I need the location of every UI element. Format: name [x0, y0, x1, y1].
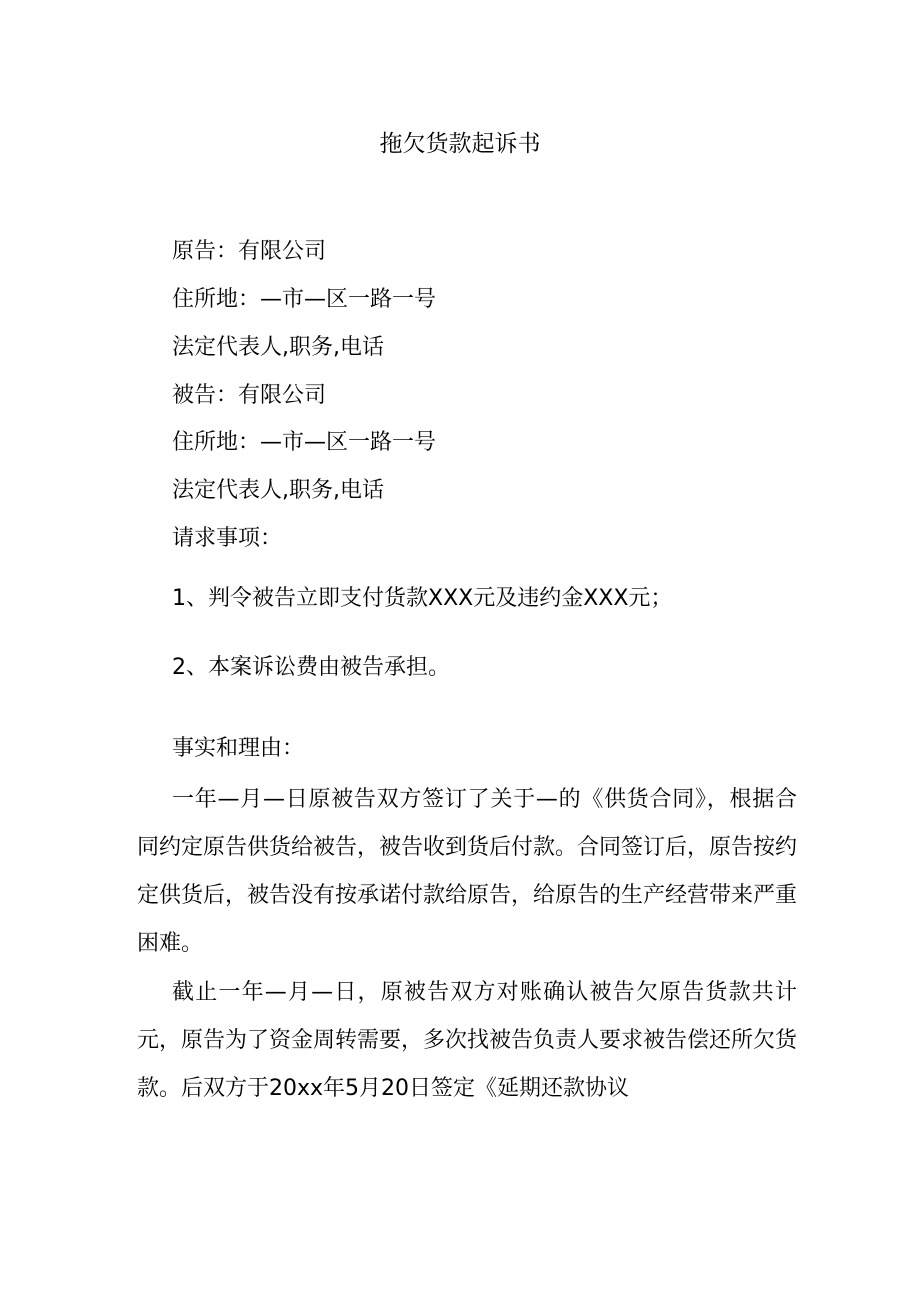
- claim-item-2: 2、本案诉讼费由被告承担。: [172, 655, 450, 680]
- claim-item-1: 1、判令被告立即支付货款XXX元及违约金XXX元；: [172, 586, 673, 611]
- defendant-address-line: 住所地：—市—区一路一号: [172, 430, 437, 455]
- defendant-representative-line: 法定代表人,职务,电话: [172, 478, 384, 503]
- plaintiff-address-line: 住所地：—市—区一路一号: [172, 287, 437, 312]
- document-title: 拖欠货款起诉书: [379, 131, 541, 157]
- plaintiff-line: 原告：有限公司: [172, 239, 327, 264]
- facts-paragraph-1: 一年—月—日原被告双方签订了关于—的《供货合同》，根据合同约定原告供货给被告，被告收到货后付款。合同签订后，原告按约定供货后，被告没有按承诺付款给原告，给原告的生产经营带来严重困难。: [137, 787, 798, 956]
- plaintiff-representative-line: 法定代表人,职务,电话: [172, 335, 384, 360]
- facts-heading: 事实和理由：: [172, 736, 305, 761]
- claims-heading: 请求事项：: [172, 526, 283, 551]
- facts-paragraph-2: 截止一年—月—日，原被告双方对账确认被告欠原告货款共计元，原告为了资金周转需要，多次找被告负责人要求被告偿还所欠货款。后双方于20xx年5月20日签定《延期还款协议: [137, 980, 798, 1101]
- defendant-line: 被告：有限公司: [172, 383, 327, 408]
